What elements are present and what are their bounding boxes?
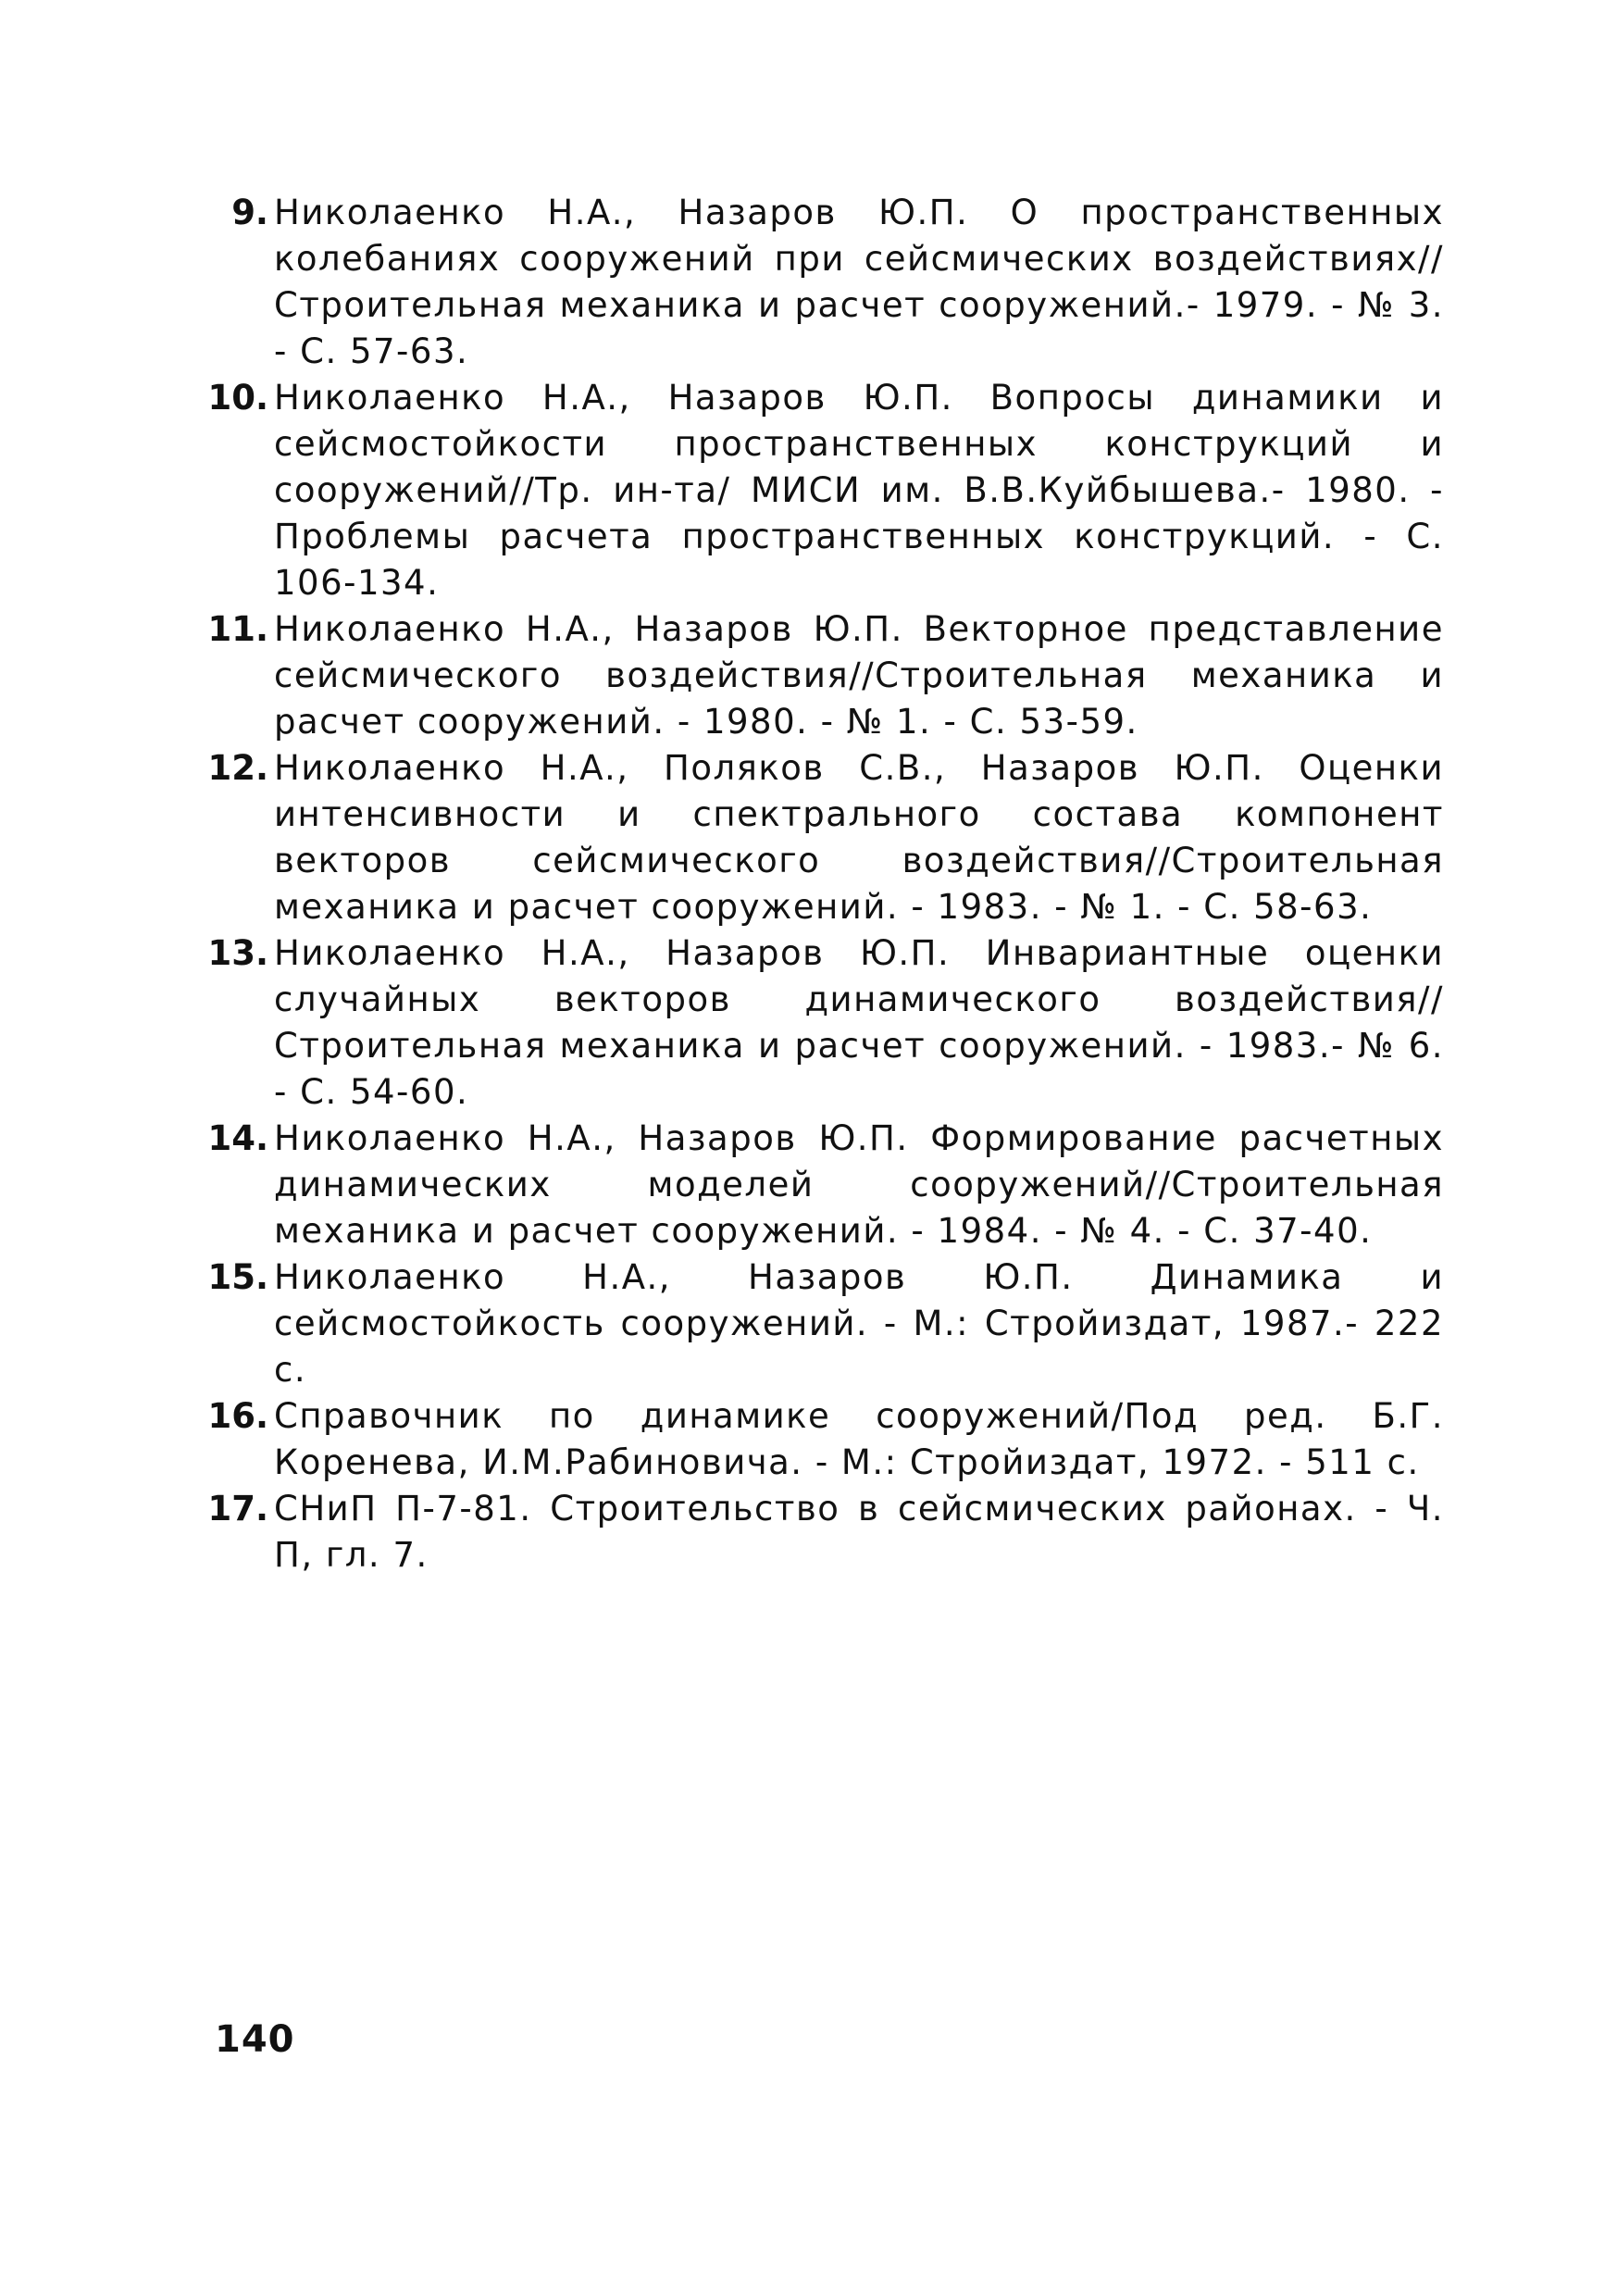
- reference-number: 16.: [207, 1396, 268, 1436]
- reference-item: [185, 606, 1444, 745]
- reference-item: [185, 1393, 1444, 1486]
- reference-text: Николаенко Н.А., Назаров Ю.П. Вопросы динамики и сейсмостойкости пространственных конструкций и сооружений//Тр. ин-та/ МИСИ им. В.В.Куйбышева.- 1980. - Проблемы расчета пространственных конструкций. - С. 106-134.: [274, 378, 1444, 603]
- page-number: 140: [215, 2018, 295, 2061]
- reference-item: [185, 190, 1444, 375]
- reference-text: Николаенко Н.А., Назаров Ю.П. Динамика и сейсмостойкость сооружений. - М.: Стройиздат, 1987.- 222 с.: [274, 1257, 1444, 1390]
- reference-item: [185, 745, 1444, 930]
- reference-text: Николаенко Н.А., Назаров Ю.П. Инвариантные оценки случайных векторов динамического воздействия// Строительная механика и расчет сооружений. - 1983.- № 6. - С. 54-60.: [274, 933, 1444, 1112]
- reference-item: [185, 1116, 1444, 1254]
- reference-text: Николаенко Н.А., Поляков С.В., Назаров Ю.П. Оценки интенсивности и спектрального состава компонент векторов сейсмического воздействия//Строительная механика и расчет сооружений. - 1983. - № 1. - С. 58-63.: [274, 748, 1444, 927]
- reference-item: [185, 930, 1444, 1116]
- reference-number: 12.: [207, 748, 268, 788]
- reference-number: 11.: [207, 609, 268, 649]
- reference-number: 17.: [207, 1489, 268, 1529]
- reference-text: Справочник по динамике сооружений/Под ред. Б.Г. Коренева, И.М.Рабиновича. - М.: Стройиздат, 1972. - 511 с.: [274, 1396, 1444, 1482]
- reference-number: 15.: [207, 1257, 268, 1297]
- reference-item: [185, 1486, 1444, 1578]
- reference-item: [185, 1254, 1444, 1393]
- reference-number: 13.: [207, 933, 268, 973]
- reference-item: [185, 375, 1444, 606]
- reference-number: 9.: [231, 193, 268, 232]
- reference-text: Николаенко Н.А., Назаров Ю.П. Формирование расчетных динамических моделей сооружений//Строительная механика и расчет сооружений. - 1984. - № 4. - С. 37-40.: [274, 1118, 1444, 1251]
- reference-number: 10.: [207, 378, 268, 418]
- reference-text: Николаенко Н.А., Назаров Ю.П. О пространственных колебаниях сооружений при сейсмических воздействиях//Строительная механика и расчет сооружений.- 1979. - № 3. - С. 57-63.: [274, 193, 1444, 371]
- reference-list: [185, 190, 1444, 1578]
- reference-text: Николаенко Н.А., Назаров Ю.П. Векторное представление сейсмического воздействия//Строительная механика и расчет сооружений. - 1980. - № 1. - С. 53-59.: [274, 609, 1444, 742]
- reference-number: 14.: [207, 1118, 268, 1158]
- reference-text: СНиП П-7-81. Строительство в сейсмических районах. - Ч. П, гл. 7.: [274, 1489, 1444, 1575]
